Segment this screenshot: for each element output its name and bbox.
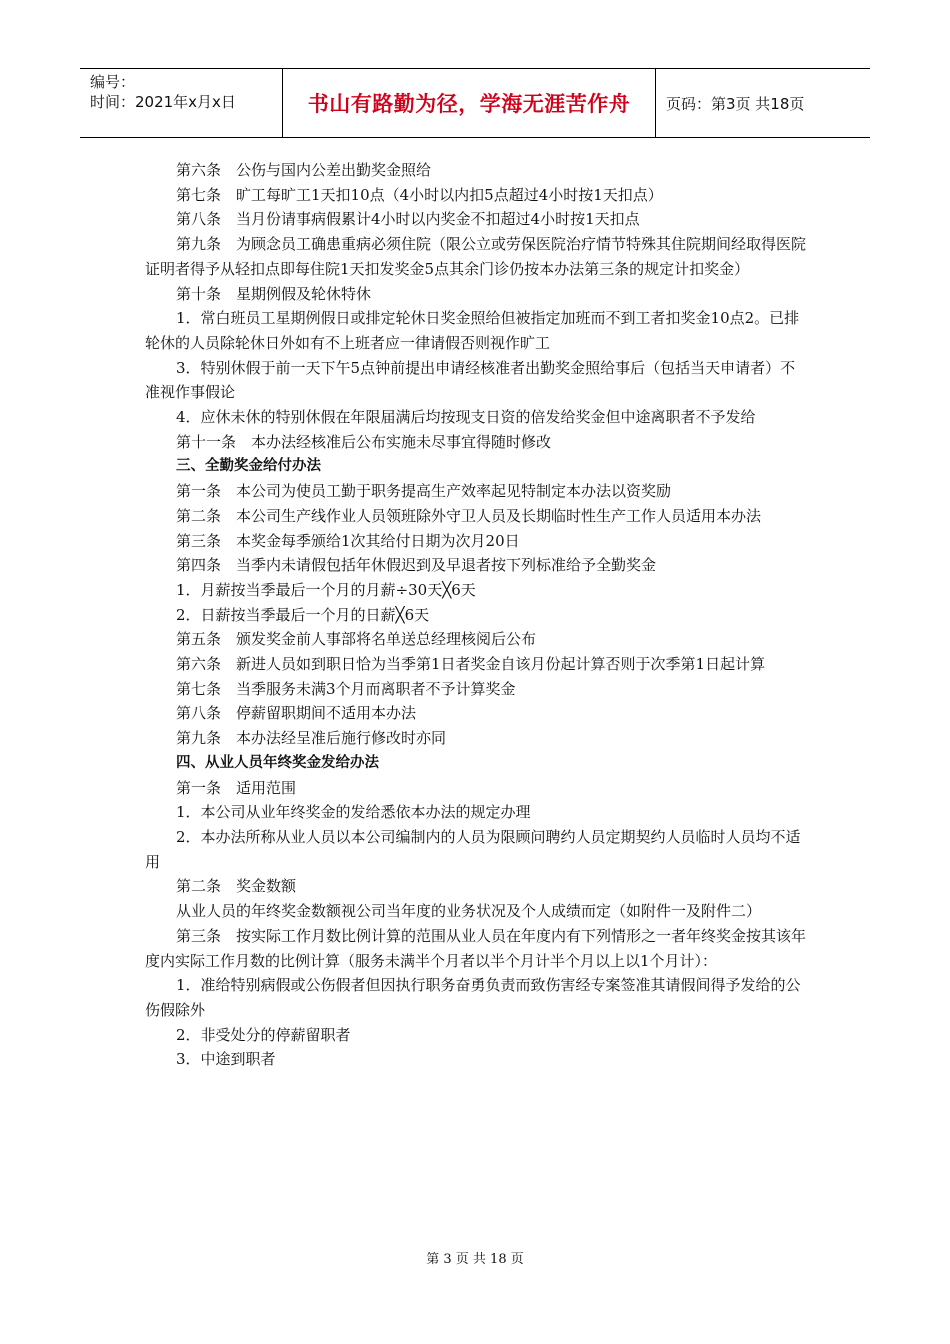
paragraph: 1．常白班员工星期例假日或排定轮休日奖金照给但被指定加班而不到工者扣奖金10点2。已排轮休的人员除轮休日外如有不上班者应一律请假否则视作旷工 xyxy=(145,309,800,352)
paragraph: 第九条 本办法经呈准后施行修改时亦同 xyxy=(176,729,447,748)
paragraph: 第五条 颁发奖金前人事部将名单送总经理核阅后公布 xyxy=(176,630,537,649)
paragraph: 第十一条 本办法经核准后公布实施未尽事宜得随时修改 xyxy=(176,432,552,451)
document-number-label: 编号： xyxy=(90,73,136,91)
paragraph: 第三条 本奖金每季颁给1次其给付日期为次月20日 xyxy=(176,531,520,550)
paragraph: 第四条 当季内未请假包括年休假迟到及早退者按下列标准给予全勤奖金 xyxy=(176,556,657,575)
paragraph: 第一条 本公司为使员工勤于职务提高生产效率起见特制定本办法以资奖励 xyxy=(176,482,672,501)
paragraph: 第七条 旷工每旷工1天扣10点（4小时以内扣5点超过4小时按1天扣点） xyxy=(176,185,663,204)
paragraph: 从业人员的年终奖金数额视公司当年度的业务状况及个人成绩而定（如附件一及附件二） xyxy=(176,902,762,921)
paragraph: 第七条 当季服务未满3个月而离职者不予计算奖金 xyxy=(176,679,516,698)
section-heading: 三、全勤奖金给付办法 xyxy=(176,458,321,475)
header-page-info: 页码：第3页 共18页 xyxy=(666,94,805,113)
section-heading: 四、从业人员年终奖金发给办法 xyxy=(176,754,379,771)
paragraph: 第六条 新进人员如到职日恰为当季第1日者奖金自该月份起计算否则于次季第1日起计算 xyxy=(176,655,766,674)
page-footer: 第 3 页 共 18 页 xyxy=(426,1252,524,1267)
paragraph: 第八条 当月份请事病假累计4小时以内奖金不扣超过4小时按1天扣点 xyxy=(176,210,640,229)
paragraph: 第二条 本公司生产线作业人员领班除外守卫人员及长期临时性生产工作人员适用本办法 xyxy=(176,506,762,525)
paragraph: 1．月薪按当季最后一个月的月薪÷30天╳6天 xyxy=(176,580,476,599)
document-body xyxy=(145,158,807,1072)
paragraph: 4．应休未休的特别休假在年限届满后均按现支日资的倍发给奖金但中途离职者不予发给 xyxy=(176,408,756,427)
header-motto: 书山有路勤为径，学海无涯苦作舟 xyxy=(283,69,656,137)
paragraph: 第八条 停薪留职期间不适用本办法 xyxy=(176,704,417,723)
header-meta xyxy=(80,69,283,137)
paragraph: 2．本办法所称从业人员以本公司编制内的人员为限顾问聘约人员定期契约人员临时人员均不适用 xyxy=(145,827,801,871)
paragraph: 第一条 适用范围 xyxy=(176,778,297,797)
paragraph: 第十条 星期例假及轮休特休 xyxy=(176,284,372,303)
paragraph: 1．本公司从业年终奖金的发给悉依本办法的规定办理 xyxy=(176,803,531,822)
paragraph: 3．中途到职者 xyxy=(176,1050,276,1069)
paragraph: 3．特别休假于前一天下午5点钟前提出申请经核准者出勤奖金照给事后（包括当天申请者）不准视作事假论 xyxy=(145,358,796,402)
paragraph: 第六条 公伤与国内公差出勤奖金照给 xyxy=(176,161,432,179)
paragraph: 2．日薪按当季最后一个月的日薪╳6天 xyxy=(176,605,430,624)
document-date: 时间：2021年x月x日 xyxy=(90,93,236,111)
paragraph: 第三条 按实际工作月数比例计算的范围从业人员在年度内有下列情形之一者年终奖金按其该年度内实际工作月数的比例计算（服务未满半个月者以半个月计半个月以上以1个月计）： xyxy=(145,926,807,970)
paragraph: 1．准给特别病假或公伤假者但因执行职务奋勇负责而致伤害经专案签准其请假间得予发给的公伤假除外 xyxy=(145,976,801,1019)
paragraph: 2．非受处分的停薪留职者 xyxy=(176,1025,351,1044)
paragraph: 第二条 奖金数额 xyxy=(176,877,297,896)
paragraph: 第九条 为顾念员工确患重病必须住院（限公立或劳保医院治疗情节特殊其住院期间经取得医院证明者得予从轻扣点即每住院1天扣发奖金5点其余门诊仍按本办法第三条的规定计扣奖金） xyxy=(145,235,807,278)
page-header xyxy=(80,68,870,138)
